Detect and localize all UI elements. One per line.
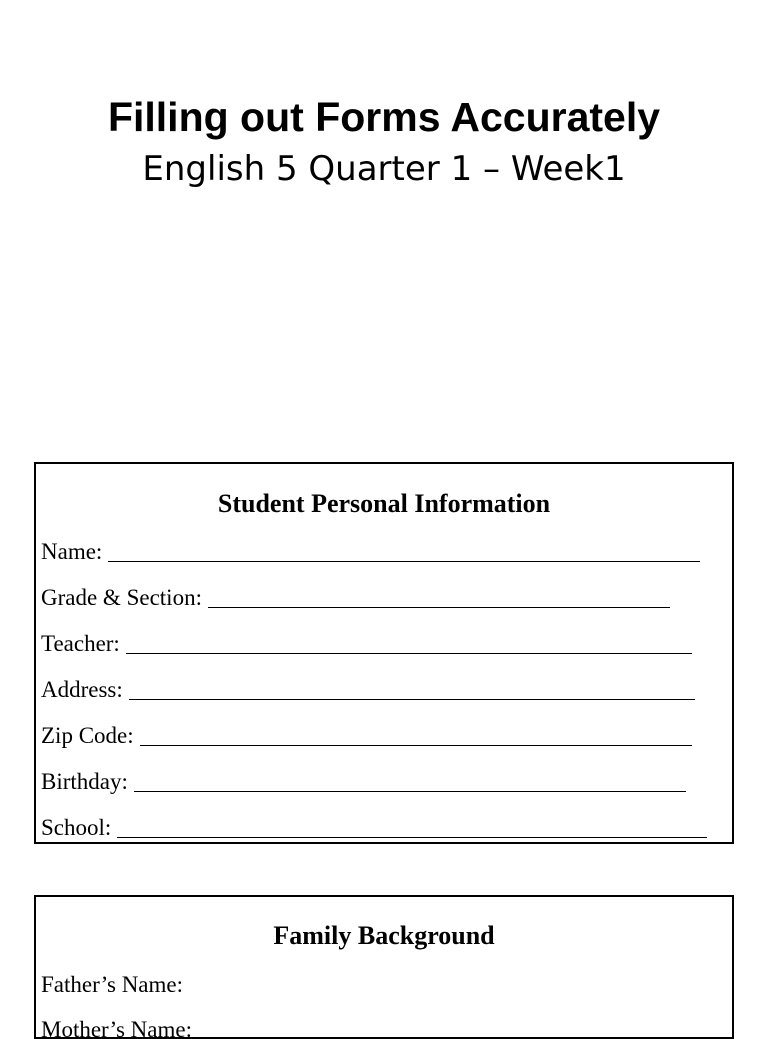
teacher-field[interactable] <box>41 628 692 658</box>
grade-section-field[interactable] <box>41 582 670 612</box>
birthday-field[interactable] <box>41 766 686 796</box>
address-field[interactable] <box>41 674 695 704</box>
student-personal-information-form <box>34 462 734 844</box>
family-background-form <box>34 895 734 1039</box>
field-label: Father’s Name: <box>41 972 184 997</box>
zip-code-field[interactable] <box>41 720 692 750</box>
field-label: Teacher: <box>41 631 120 656</box>
teacher-input-line[interactable] <box>126 653 692 654</box>
field-label: School: <box>41 815 112 840</box>
school-input-line[interactable] <box>117 837 707 838</box>
address-input-line[interactable] <box>129 699 695 700</box>
field-label: Zip Code: <box>41 723 134 748</box>
zip-code-input-line[interactable] <box>140 745 692 746</box>
school-field[interactable] <box>41 812 707 842</box>
form-heading: Student Personal Information <box>217 489 551 518</box>
grade-section-input-line[interactable] <box>208 607 670 608</box>
page-title: Filling out Forms Accurately <box>107 94 661 140</box>
birthday-input-line[interactable] <box>134 791 686 792</box>
field-label: Birthday: <box>41 769 128 794</box>
name-input-line[interactable] <box>108 561 700 562</box>
mothers-name-field[interactable] <box>41 1014 192 1039</box>
field-label: Address: <box>41 677 123 702</box>
field-label: Name: <box>41 539 103 564</box>
fathers-name-field[interactable] <box>41 969 183 999</box>
field-label: Mother’s Name: <box>41 1017 192 1039</box>
field-label: Grade & Section: <box>41 585 202 610</box>
page-subtitle: English 5 Quarter 1 – Week1 <box>142 149 626 189</box>
name-field[interactable] <box>41 536 700 566</box>
form-heading: Family Background <box>273 921 495 950</box>
